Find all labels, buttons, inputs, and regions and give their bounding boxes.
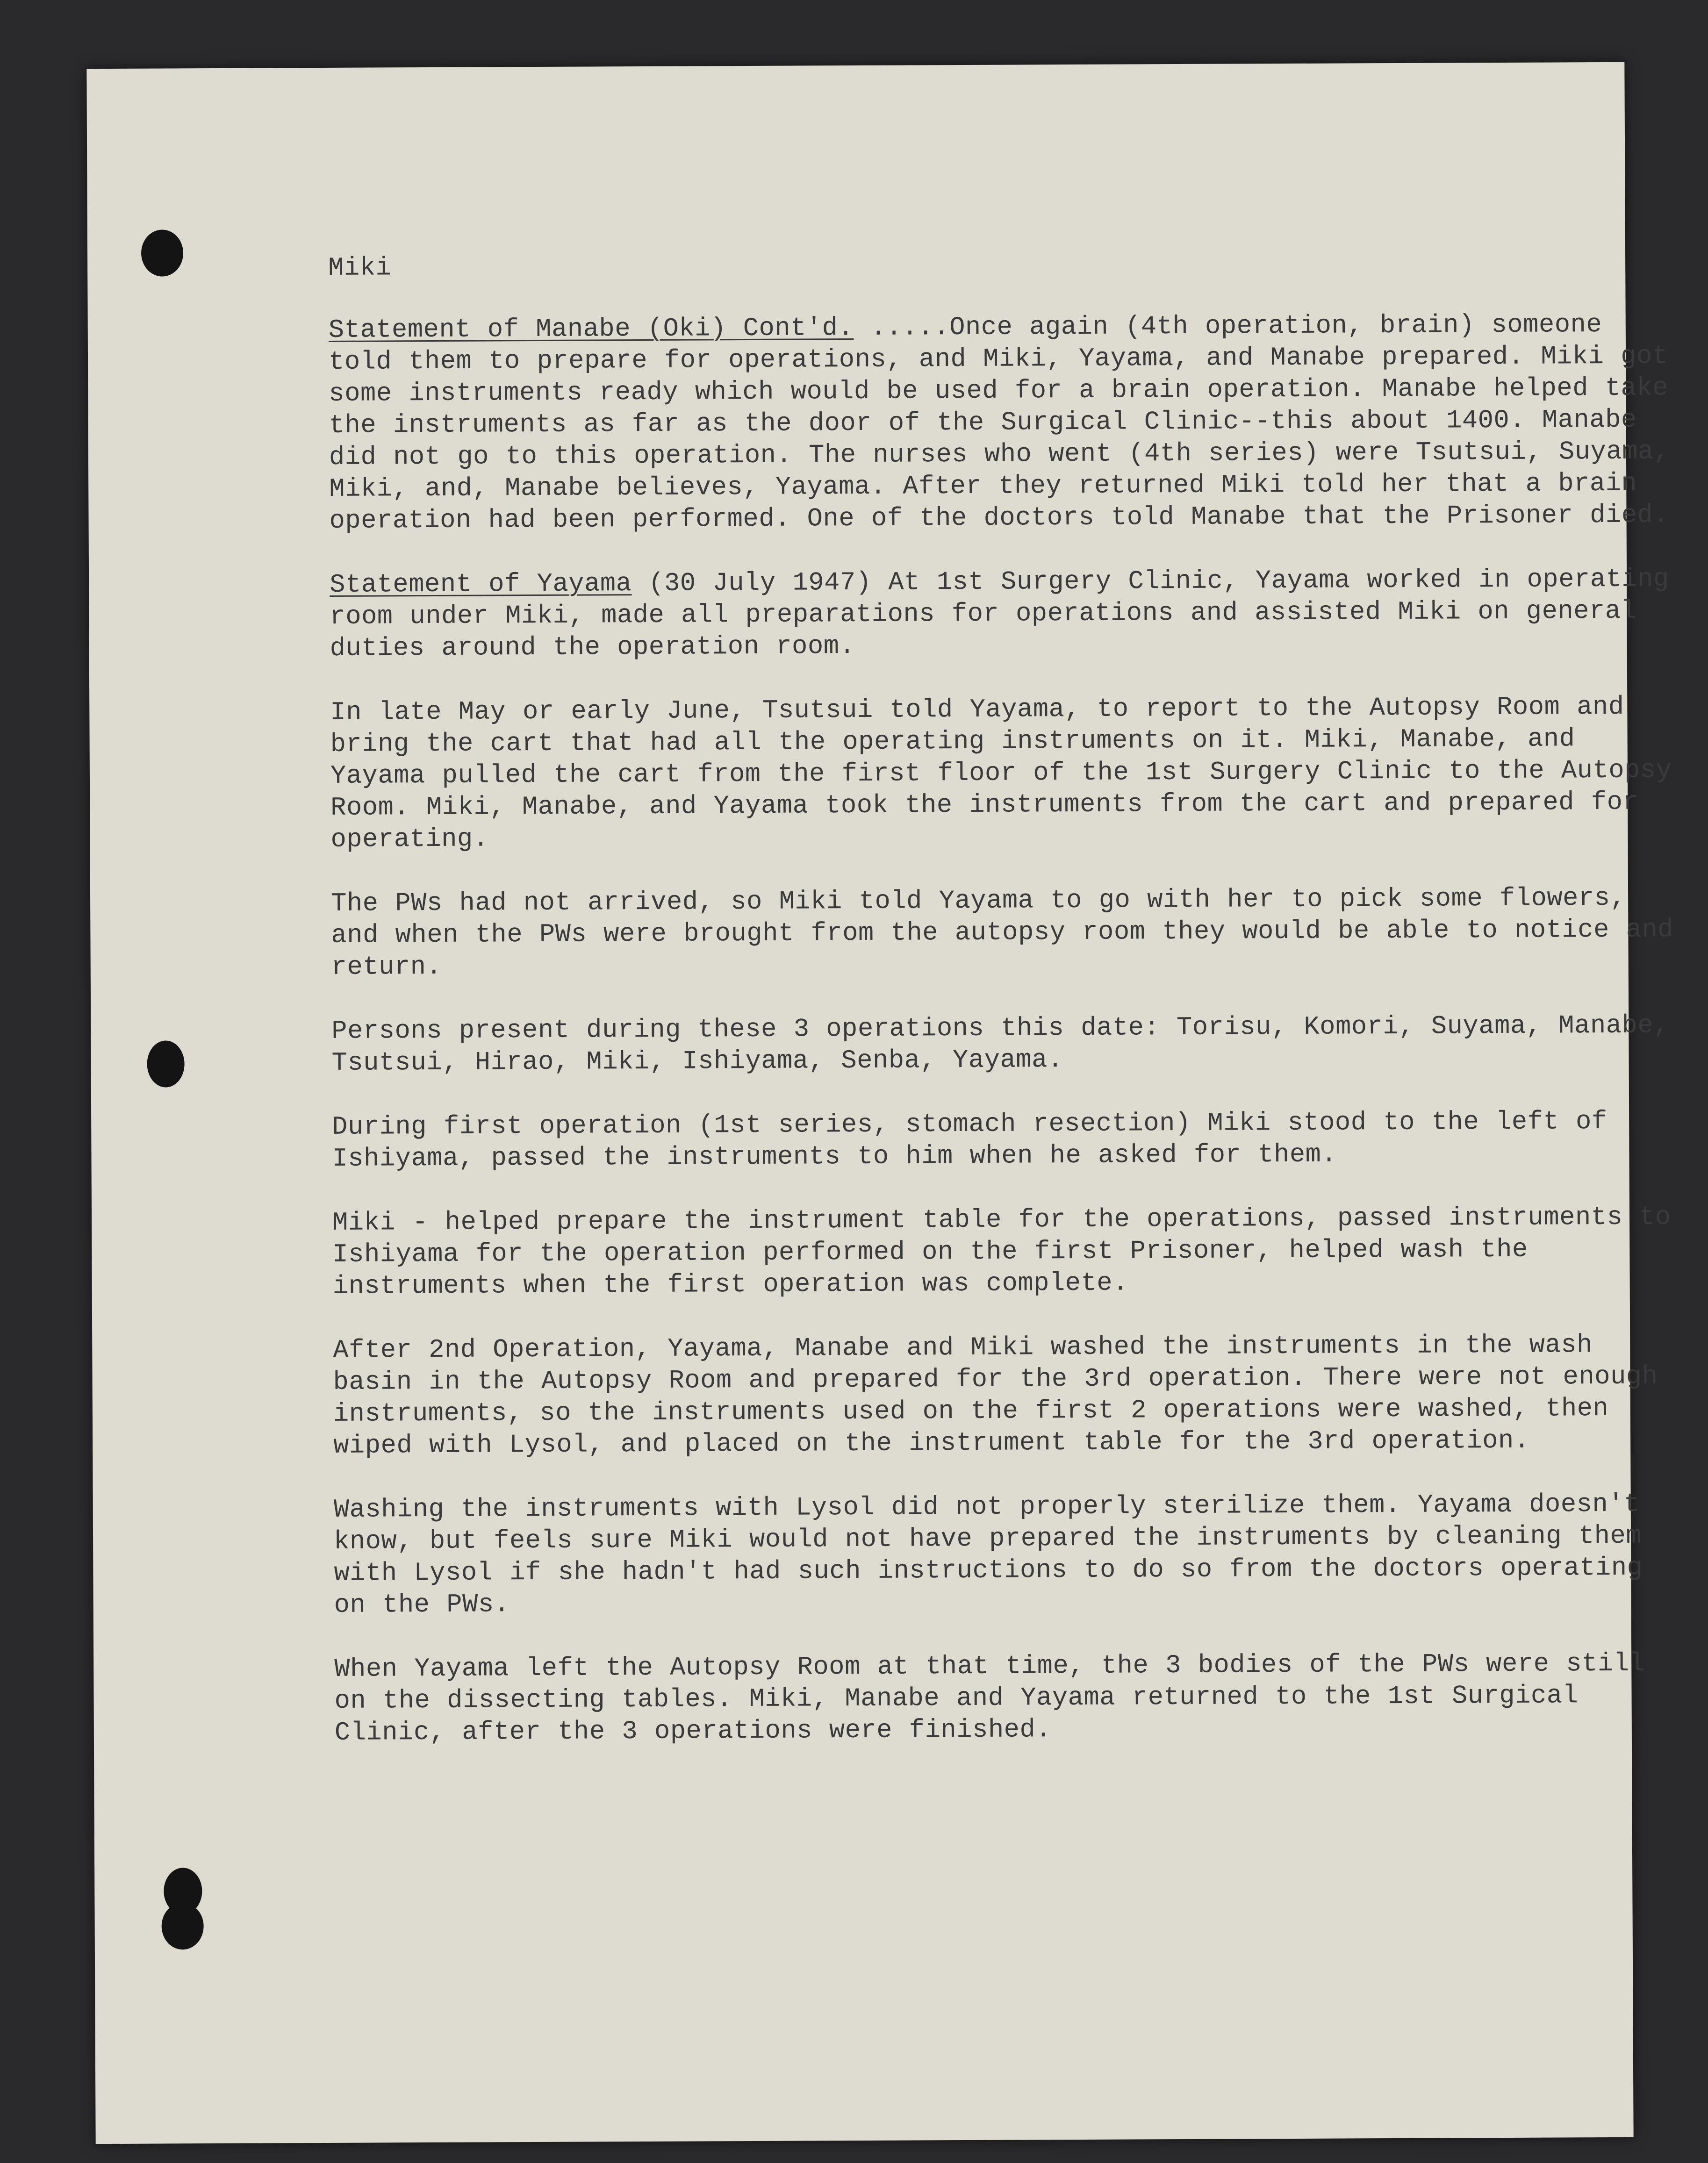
paragraph (331, 1010, 1683, 1079)
paragraph-text: .....Once again (4th operation, brain) someone told them to prepare for operations, and Miki, Yayama, and Manabe prepared. Miki got some instruments ready which would be used for a brain operation. Manabe helped take the instruments as far as the door of the Surgical Clinic--this about 1400. Manabe did not go to this operation. The nurses who went (4th series) were Tsutsui, Suyama, Miki, and, Manabe believes, Yayama. After they returned Miki told her that a brain operation had been performed. One of the doctors told Manabe that the Prisoner died. (328, 310, 1670, 536)
paragraph-manabe-statement (329, 308, 1680, 537)
punch-hole-top (141, 229, 183, 276)
paragraph-text: When Yayama left the Autopsy Room at that time, the 3 bodies of the PWs were still on the dissecting tables. Miki, Manabe and Yayama returned to the 1st Surgical Clinic, after the 3 operations were finished. (334, 1648, 1645, 1748)
paragraph-text: After 2nd Operation, Yayama, Manabe and Miki washed the instruments in the wash basin in the Autopsy Room and prepared for the 3rd operation. There were not enough instruments, so the instruments used on the first 2 operations were washed, then wiped with Lysol, and placed on the instrument table for the 3rd operation. (333, 1330, 1658, 1461)
paragraph-text: (30 July 1947) At 1st Surgery Clinic, Yayama worked in operating room under Miki, made all preparations for operations and assisted Miki on general duties around the operation room. (330, 564, 1669, 663)
paragraph-text: In late May or early June, Tsutsui told Yayama, to report to the Autopsy Room and bring the cart that had all the operating instruments on it. Miki, Manabe, and Yayama pulled the cart from the first floor of the 1st Surgery Clinic to the Autopsy Room. Miki, Manabe, and Yayama took the instruments from the cart and prepared for operating. (330, 692, 1672, 854)
paragraph (334, 1647, 1686, 1749)
paragraph-text: Washing the instruments with Lysol did not properly sterilize them. Yayama doesn't know, but feels sure Miki would not have prepared the instruments by cleaning them with Lysol if she hadn't had such instructions to do so from the doctors operating on the PWs. (333, 1489, 1643, 1620)
paragraph (333, 1329, 1684, 1462)
paragraph (332, 1201, 1684, 1303)
paragraph-heading: Statement of Manabe (Oki) Cont'd. (328, 313, 854, 345)
document-page (86, 62, 1674, 2144)
typed-text-body (328, 246, 1686, 1781)
paragraph-text: The PWs had not arrived, so Miki told Yayama to go with her to pick some flowers, and when the PWs were brought from the autopsy room they would be able to notice and return. (330, 883, 1674, 982)
page-header: Miki (328, 253, 392, 283)
paragraph (331, 882, 1682, 983)
paragraph-yayama-statement (330, 563, 1681, 665)
paragraph (330, 691, 1681, 856)
punch-hole-bottom-lower (161, 1903, 203, 1949)
paragraph-text: Persons present during these 3 operations this date: Torisu, Komori, Suyama, Manabe, Tsutsui, Hirao, Miki, Ishiyama, Senba, Yayama. (331, 1010, 1670, 1078)
punch-hole-middle (147, 1040, 184, 1087)
paragraph-text: Miki - helped prepare the instrument table for the operations, passed instruments to Ishiyama for the operation performed on the first Prisoner, helped wash the instruments when the first operation was complete. (332, 1202, 1671, 1301)
paragraph-heading: Statement of Yayama (330, 569, 632, 600)
paragraph-text: During first operation (1st series, stomach resection) Miki stood to the left of Ishiyama, passed the instruments to him when he asked for them. (332, 1107, 1608, 1174)
paragraph (334, 1488, 1685, 1621)
paragraph (332, 1105, 1683, 1175)
